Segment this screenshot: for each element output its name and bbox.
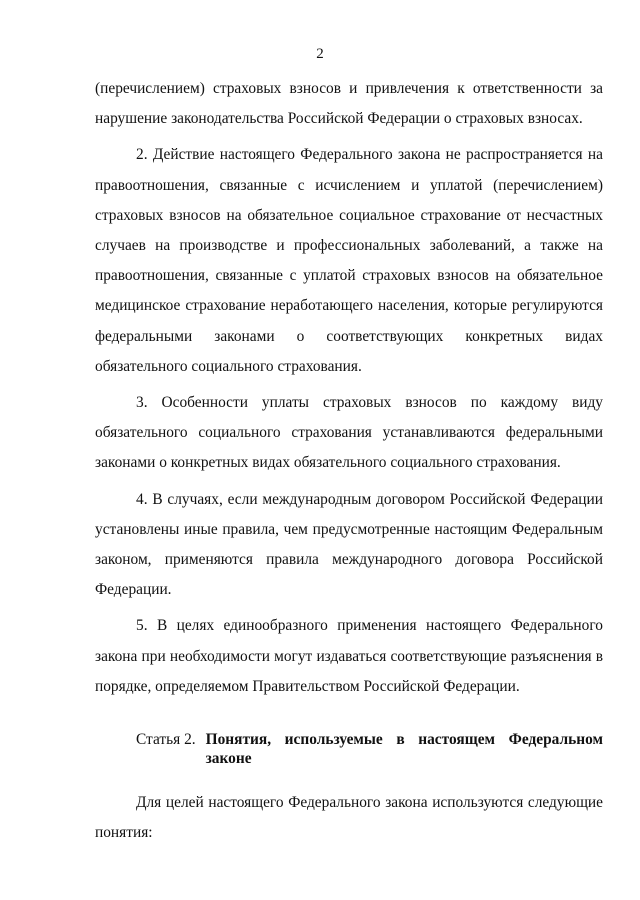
article-title: Понятия, используемые в настоящем Федеральном законе	[205, 731, 603, 768]
page-number: 2	[316, 46, 324, 62]
paragraph-continuation: (перечислением) страховых взносов и привлечения к ответственности за нарушение законодательства Российской Федерации о страховых взносах.	[95, 80, 603, 128]
article-label: Статья 2.	[136, 731, 196, 749]
paragraph-item-2: 2. Действие настоящего Федерального закона не распространяется на правоотношения, связанные с исчислением и уплатой (перечислением) страховых взносов на обязательное социальное страхование от несчастных случаев на производстве и профессиональных заболеваний, а также на правоотношения, связанные с уплатой страховых взносов на обязательное медицинское страхование неработающего населения, которые регулируются федеральными законами о соответствующих конкретных видах обязательного социального страхования.	[95, 146, 603, 375]
document-body	[95, 74, 603, 848]
paragraph-item-3: 3. Особенности уплаты страховых взносов по каждому виду обязательного социального страхования устанавливаются федеральными законами о конкретных видах обязательного социального страхования.	[95, 394, 603, 472]
article-heading	[95, 730, 603, 768]
paragraph-item-5: 5. В целях единообразного применения настоящего Федерального закона при необходимости могут издаваться соответствующие разъяснения в порядке, определяемом Правительством Российской Федерации.	[95, 617, 603, 695]
article-intro-paragraph: Для целей настоящего Федерального закона используются следующие понятия:	[95, 794, 603, 842]
paragraph-item-4: 4. В случаях, если международным договором Российской Федерации установлены иные правила, чем предусмотренные настоящим Федеральным законом, применяются правила международного договора Российской Федерации.	[95, 490, 603, 599]
